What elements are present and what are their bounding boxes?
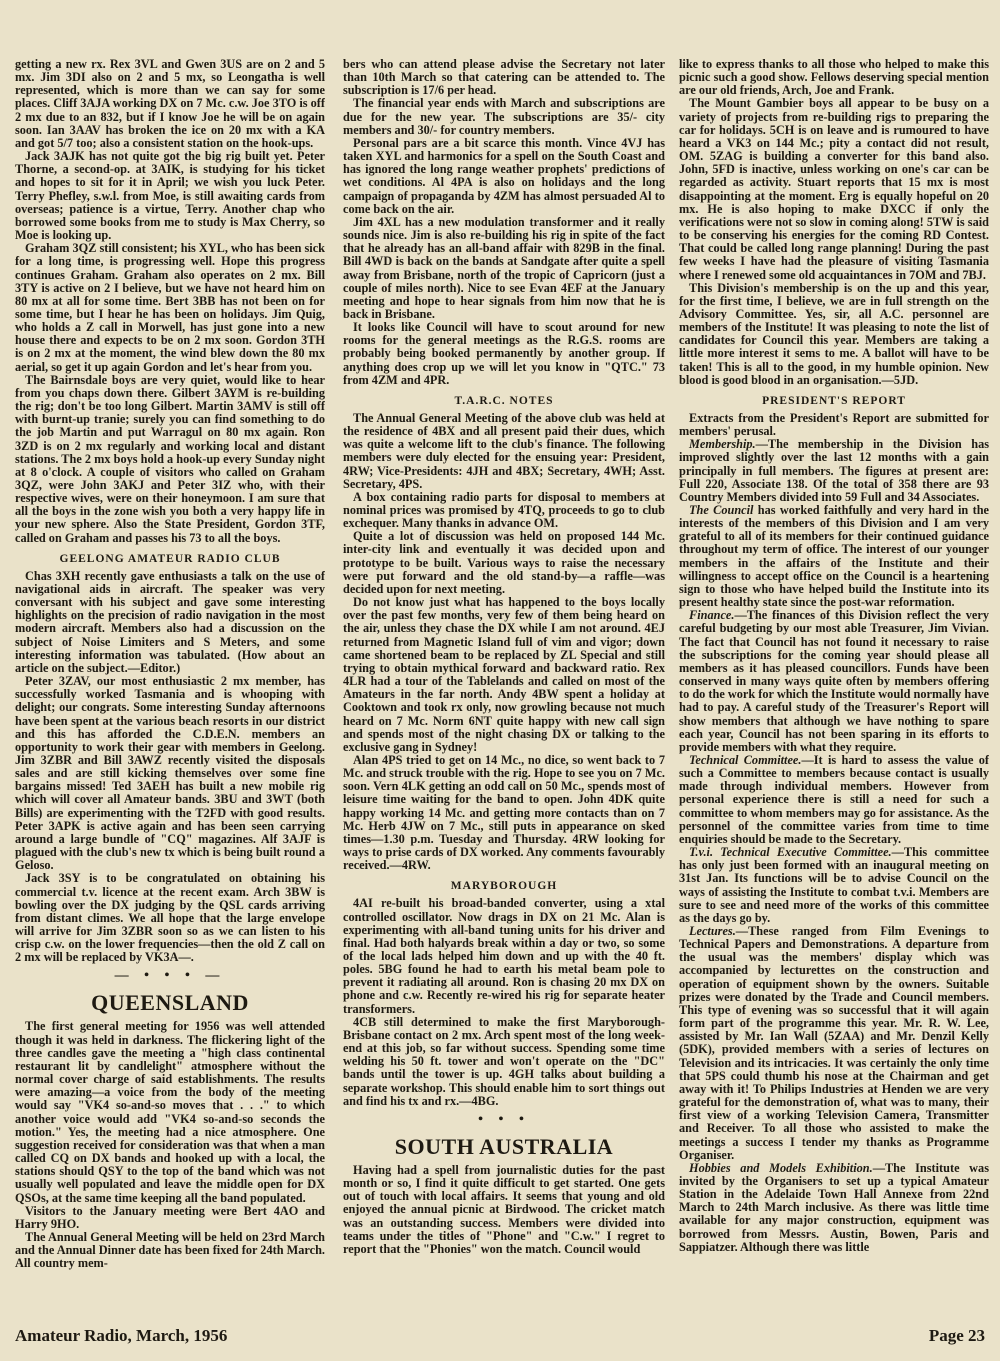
paragraph-body: has worked faithfully and very hard in the interests of the members of this Division and I am very grateful to all of its members for their continued guidance throughout my term of office. The interest of our younger members in the affairs of the Institute and their willingness to accept office on the Council is a heartening sign to those who have helped build the Institute into its present healthy state since the post-war reformation. bbox=[679, 503, 989, 610]
paragraph: Do not know just what has happened to the boys locally over the past few months, very few of them being heard on the air, unless they chase the DX while I am not around. 4EJ returned from Magnetic Island full of vim and vigor; down came shortened beam to be replaced by ZL Special and still trying to obtain mythical forward and backward ratio. Rex 4LR had a tour of the Tablelands and called on most of the Amateurs in the far north. Andy 4BW spent a holiday at Cooktown and took rx only, now growling because not much heard on 7 Mc. Norm 6NT quite happy with new call sign and spends most of the night chasing DX or talking to the exclusive gang in Sydney! bbox=[343, 595, 665, 754]
paragraph-lead: Hobbies and Models Exhibition. bbox=[689, 1160, 873, 1175]
paragraph: The Annual General Meeting of the above club was held at the residence of 4BX and all present paid their dues, which was quite a welcome lift to the club's finance. The following members were duly elected for the ensuing year: President, 4RW; Vice-Presidents: 4JH and 4BX; Secretary, 4WH; Asst. Secretary, 4PS. bbox=[343, 410, 665, 491]
paragraph: Peter 3ZAV, our most enthusiastic 2 mx member, has successfully worked Tasmania and is whooping with delight; our congrats. Some interesting Sunday afternoons have been spent at the various beach resorts in our district and this has afforded the C.D.E.N. members an opportunity to work their gear with members in Geelong. Jim 3ZBR and Bill 3AWZ recently visited the disposals sales and are still kicking themselves over some fine bargains missed! Ted 3AEH has built a new mobile rig which will cover all Amateur bands. 3BU and 3WT (both Bills) are experimenting with the T2FD with good results. Peter 3APK is active again and has been seen carrying around a large bundle of "CQ" magazines. Alf 3AJF is plagued with the club's new tx which is being built round a Geloso. bbox=[15, 674, 325, 873]
section-heading-tarc: T.A.R.C. NOTES bbox=[454, 394, 554, 407]
section-heading-geelong: GEELONG AMATEUR RADIO CLUB bbox=[59, 552, 281, 565]
state-heading-queensland: QUEENSLAND bbox=[91, 990, 249, 1016]
paragraph: The first general meeting for 1956 was well attended though it was held in darkness. The flickering light of the three candles gave the meeting a "high class continental restaurant lit by candlelight" atmosphere without the normal cover charge of said establishments. The results were amazing—a voice from the body of the meeting would say "VK4 so-and-so moves that . . ." to which another voice would add "VK4 so-and-so seconds the motion." Yes, the meeting had a nice atmosphere. One suggestion received for consideration was that when a man called CQ on DX bands and hooked up with a local, the stations should QSY to the top of the band which was not usually well populated and leave the middle open for DX QSOs, at the same time keeping all the band populated. bbox=[15, 1019, 325, 1205]
section-divider: • • • bbox=[478, 1111, 530, 1127]
page-footer bbox=[15, 1326, 985, 1350]
paragraph bbox=[679, 609, 989, 754]
paragraph bbox=[679, 504, 989, 609]
paragraph: getting a new rx. Rex 3VL and Gwen 3US are on 2 and 5 mx. Jim 3DI also on 2 and 5 mx, so Leongatha is well represented, which is more than we can say for some places. Cliff 3AJA working DX on 7 Mc. c.w. Joe 3TO is off 2 mx due to an 832, but if I know Joe he will be on again soon. Ian 3AAV has broken the ice on 20 mx with a KA and got 5/7 too; also a consistent station on the hook-ups. bbox=[15, 58, 325, 150]
column-left bbox=[15, 58, 325, 1313]
section-divider: — • • • — bbox=[114, 968, 226, 984]
state-heading-south-australia: SOUTH AUSTRALIA bbox=[394, 1133, 614, 1159]
paragraph bbox=[679, 1162, 989, 1254]
paragraph: Jim 4XL has a new modulation transformer and it really sounds nice. Jim is also re-building his rig in spite of the fact that he already has an all-band affair with 829B in the final. Bill 4WD is back on the bands at Sandgate after quite a spell away from Brisbane, north of the tropic of Capricorn (just a couple of miles north). Nice to see Evan 4EF at the January meeting and hope to hear signals from him now that he is back in Brisbane. bbox=[343, 214, 665, 321]
paragraph: A box containing radio parts for disposal to members at nominal prices was promised by 4TQ, proceeds to go to club exchequer. Many thanks in advance OM. bbox=[343, 489, 665, 531]
section-heading-maryborough: MARYBOROUGH bbox=[450, 880, 558, 893]
paragraph: Alan 4PS tried to get on 14 Mc., no dice, so went back to 7 Mc. and struck trouble with the rig. Hope to see you on 7 Mc. soon. Vern 4LK getting an odd call on 50 Mc., spends most of leisure time waiting for the band to open. John 4DK quite happy working 14 Mc. and getting more contacts than on 7 Mc. Herb 4JW on 7 Mc., still puts in appearance on sked times—1.30 p.m. Tuesday and Thursday. 4RW looking for ways to prise cards of DX worked. Any comments favourably received.—4RW. bbox=[343, 752, 665, 873]
paragraph bbox=[679, 754, 989, 846]
paragraph: It looks like Council will have to scout around for new rooms for the general meetings as the R.G.S. rooms are probably being booked permanently by another group. If anything does crop up we will let you know in "QTC." 73 from 4ZM and 4PR. bbox=[343, 320, 665, 387]
paragraph-lead: Membership. bbox=[689, 437, 756, 452]
column-right bbox=[679, 58, 989, 1313]
paragraph: Jack 3SY is to be congratulated on obtaining his commercial t.v. licence at the recent exam. Arch 3BW is bowling over the DX judging by the QSL cards arriving from distant climes. We all hope that the large envelope will arrive for Jim 3ZBR soon so as we can listen to his crisp c.w. on the lower frequencies—then the old Z call on 2 mx will be replaced by VK3A—. bbox=[15, 871, 325, 965]
paragraph: Extracts from the President's Report are submitted for members' perusal. bbox=[679, 410, 989, 439]
paragraph: Chas 3XH recently gave enthusiasts a talk on the use of navigational aids in aircraft. The speaker was very conversant with his subject and gave some interesting highlights on the precision of radio navigation in the most modern aircraft. Members also had a discussion on the subject of Noise Limiters and S Meters, and some interesting information was tabulated. (How about an article on the subject.—Editor.) bbox=[15, 568, 325, 675]
paragraph: Visitors to the January meeting were Bert 4AO and Harry 9HO. bbox=[15, 1203, 325, 1231]
paragraph: The Bairnsdale boys are very quiet, would like to hear from you chaps down there. Gilbert 3AYM is re-building the rig; don't be too long Gilbert. Martin 3AMV is still off with burnt-up tranie; surely you can find something to do the job Martin and put Warragul on 80 mx again. Ron 3ZD is on 2 mx regularly and working local and distant stations. The 2 mx boys hold a hook-up every Sunday night at 8 o'clock. A couple of visitors who called on Graham 3QZ, were John 3AKJ and Peter 3IZ who, with their respective wives, were on their honeymoon. I am sure that all the boys in the zone wish you both a very happy life in your new sphere. Also the State President, Gordon 3TF, called on Graham and passes his 73 to all the boys. bbox=[15, 372, 325, 545]
paragraph: Quite a lot of discussion was held on proposed 144 Mc. inter-city link and eventually it was decided upon and prototype to be built. Various ways to raise the necessary were put forward and the old stand-by—a raffle—was decided upon for next meeting. bbox=[343, 529, 665, 596]
paragraph-body: —It is hard to assess the value of such a Committee to members because contact is usually made through individual members. However from personal experience there is still a need for such a committee to whom members may go for assistance. As the personnel of the committee varies from time to time enquiries should be made to the Secretary. bbox=[679, 752, 989, 846]
paragraph-lead: Technical Committee. bbox=[689, 752, 802, 767]
paragraph-body: —The membership in the Division has improved slightly over the last 12 months with a gain principally in full members. The figures at present are: Full 220, Associate 138. Of the total of 358 there are 93 Country Members divided into 59 Full and 34 Associates. bbox=[679, 437, 989, 504]
paragraph: Graham 3QZ still consistent; his XYL, who has been sick for a long time, is progressing well. Hope this progress continues Graham. Graham also operates on 2 mx. Bill 3TY is active on 2 I believe, but we have not heard him on 80 mx at all for some time. Bert 3BB has not been on for some time, but I hear he has been on holidays. Jim Quig, who holds a Z call in Morwell, has just gone into a new house there and expects to be on 2 mx soon. Gordon 3TH is on 2 mx at the moment, the wind blew down the 80 mx aerial, so get it up again Gordon and let's hear from you. bbox=[15, 241, 325, 374]
paragraph: 4AI re-built his broad-banded converter, using a xtal controlled oscillator. Now drags in DX on 21 Mc. Alan is experimenting with all-band tuning units for his driver and final. Had both halyards break within a day or two, so some of the local lads helped him down and up with the 40 ft. poles. 5BG found he had to earth his metal beam pole to prevent it radiating all around. Ron is chasing 20 mx DX on phone and c.w. Recently re-wired his rig for separate heater transformers. bbox=[343, 896, 665, 1016]
paragraph: Personal pars are a bit scarce this month. Vince 4VJ has taken XYL and harmonics for a spell on the South Coast and has ignored the long range weather prophets' predictions of wet conditions. Al 4PA is also on holidays and the long campaign of propaganda by 4ZM has almost persuaded Al to come back on the air. bbox=[343, 135, 665, 216]
paragraph-body: —The Institute was invited by the Organisers to set up a typical Amateur Station in the Adelaide Town Hall Annexe from 22nd March to 24th March inclusive. As there was little time available for any major construction, equipment was borrowed from Messrs. Austin, Bowen, Paris and Sappiatzer. Although there was little bbox=[679, 1160, 989, 1254]
paragraph-body: —This committee has only just been formed with an inaugural meeting on 31st Jan. Its functions will be to advise Council on the ways of assisting the Institute to combat t.v.i. Members are sure to see and need more of the works of this committee as the days go by. bbox=[679, 845, 989, 925]
paragraph-body: —These ranged from Film Evenings to Technical Papers and Demonstrations. A departure from the usual was the members' display which was accompanied by lecturettes on the construction and operation of equipment shown by the owners. Suitable prizes were donated by the Trade and Council members. This type of evening was so successful that it will again form part of the programme this year. Mr. R. W. Lee, assisted by Mr. Ian Wall (5ZAA) and Mr. Denzil Kelly (5DK), provided members with a series of lectures on Television and its intricacies. It was certainly the only time that 5PS could thumb his nose at the Chairman and get away with it! To Philips Industries at Henden we are very grateful for the demonstration of, what was to many, their first view of a working Television Camera, Transmitter and Receiver. To all those who assisted to make the meetings a success I tender my thanks as Programme Organiser. bbox=[679, 924, 989, 1162]
paragraph-lead: Lectures. bbox=[689, 924, 736, 938]
paragraph-lead: T.v.i. Technical Executive Committee. bbox=[689, 845, 892, 860]
paragraph-lead: The Council bbox=[689, 503, 754, 517]
paragraph: This Division's membership is on the up and this year, for the first time, I believe, we are in full strength on the Advisory Committee. Yes, sir, all A.C. personnel are members of the Institute! It was pleasing to note the list of candidates for Council this year. Members are taking a little more interest it sems to me. A ballot will have to be taken! This is all to the good, in my humble opinion. New blood is good blood in an organisation.—5JD. bbox=[679, 280, 989, 387]
paragraph-lead: Finance. bbox=[689, 608, 735, 623]
paragraph-body: —The finances of this Division reflect the very careful budgeting by our most able Treasurer, Jim Vivian. The fact that Council has not found it necessary to raise the subscriptions for the coming year should please all members as it has pleased councillors. Funds have been conserved in many ways quite often by members offering to do the work for which the Institute would normally have had to pay. A careful study of the Treasurer's Report will show members that although we have nothing to spare each year, Council has not been sparing in its efforts to provide members with what they require. bbox=[679, 608, 989, 754]
section-heading-presidents-report: PRESIDENT'S REPORT bbox=[762, 394, 906, 407]
paragraph: Having had a spell from journalistic duties for the past month or so, I find it quite difficult to get started. One gets out of touch with local affairs. It seems that young and old enjoyed the annual picnic at Birdwood. The cricket match was an outstanding success. Members were divided into teams under the titles of "Phone" and "C.w." I regret to report that the "Phonies" won the match. Council would bbox=[343, 1162, 665, 1256]
paragraph: like to express thanks to all those who helped to make this picnic such a good show. Fellows deserving special mention are our old friends, Arch, Joe and Frank. bbox=[679, 58, 989, 98]
footer-publication: Amateur Radio, March, 1956 bbox=[15, 1326, 228, 1345]
paragraph bbox=[679, 925, 989, 1162]
column-middle bbox=[343, 58, 665, 1313]
paragraph: The Annual General Meeting will be held on 23rd March and the Annual Dinner date has been fixed for 24th March. All country mem- bbox=[15, 1229, 325, 1271]
paragraph: 4CB still determined to make the first Maryborough-Brisbane contact on 2 mx. Arch spent most of the long week-end at this job, so far without success. Spending some time welding his 50 ft. tower and won't operate on the "DC" bands until the tower is up. 4GH talks about building a separate workshop. This should enable him to sort things out and find his tx and rx.—4BG. bbox=[343, 1014, 665, 1108]
paragraph: The financial year ends with March and subscriptions are due for the new year. The subscriptions are 35/- city members and 30/- for country members. bbox=[343, 96, 665, 137]
paragraph: Jack 3AJK has not quite got the big rig built yet. Peter Thorne, a second-op. at 3AIK, is studying for his ticket and hopes to sit for it in April; we wish you luck Peter. Terry Phefley, s.w.l. from Moe, is still awaiting cards from overseas; patience is a virtue, Terry. Another chap who borrowed some books from me to study is Max Cherry, so Moe is looking up. bbox=[15, 149, 325, 243]
paragraph bbox=[679, 438, 989, 504]
paragraph: bers who can attend please advise the Secretary not later than 10th March so that catering can be attended to. The subscription is 17/6 per head. bbox=[343, 58, 665, 98]
paragraph bbox=[679, 846, 989, 925]
paragraph: The Mount Gambier boys all appear to be busy on a variety of projects from re-building rigs to preparing the car for holidays. 5CH is on leave and is rumoured to have heard a VK3 on 144 Mc.; pity a contact did not result, OM. 5ZAG is building a converter for this band also. John, 5FD is inactive, unless working on one's car can be regarded as activity. Stuart reports that 15 mx is most disappointing at the moment. Erg is equally hopeful on 20 mx. He is also hoping to make DXCC if only the verifications were not so slow in coming along! 5TW is said to be conserving his energies for the coming RD Contest. That could be called long range planning! During the past few weeks I have had the pleasure of visiting Tasmania where I renewed some old acquaintances in 7OM and 7BJ. bbox=[679, 96, 989, 282]
footer-page-number: Page 23 bbox=[928, 1326, 985, 1345]
